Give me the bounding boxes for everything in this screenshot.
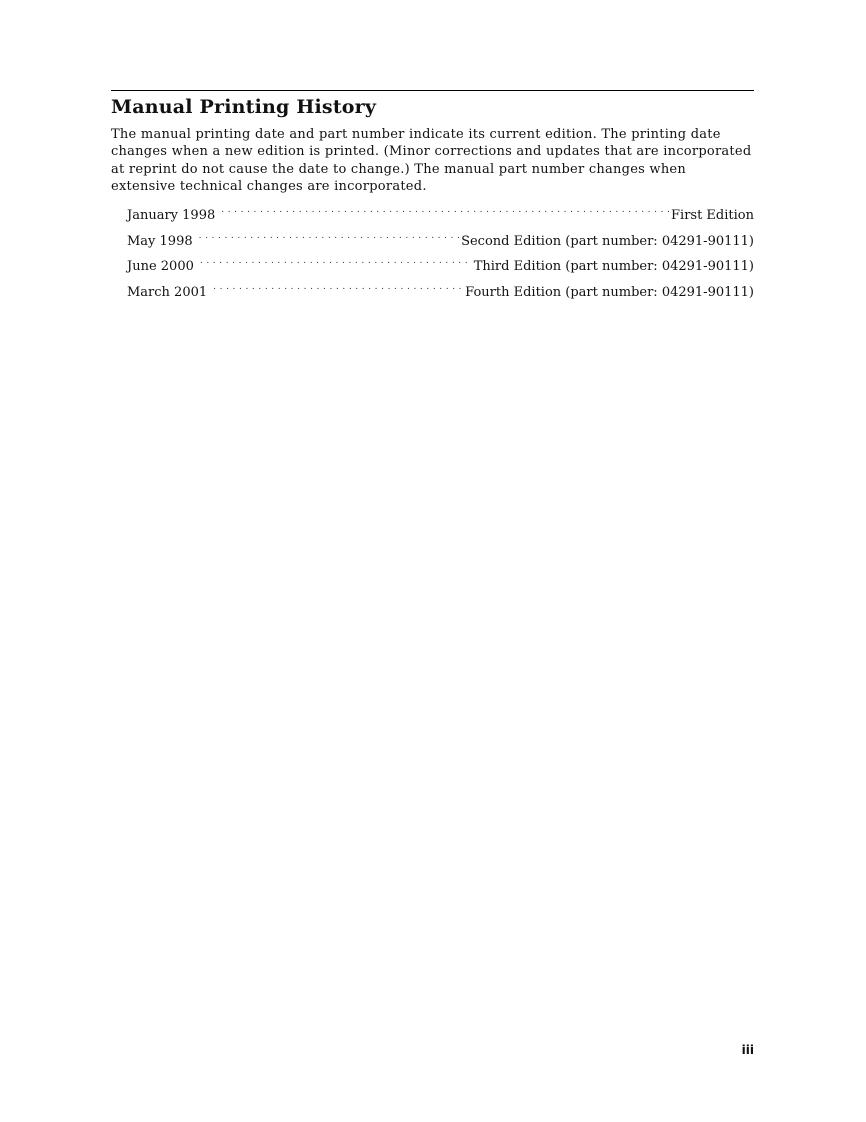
dot-leader [213, 279, 463, 296]
history-edition: Third Edition (part number: 04291-90111) [473, 259, 754, 274]
dot-leader [199, 228, 459, 245]
history-entry [127, 253, 754, 279]
history-date: May 1998 [127, 233, 193, 249]
page-number: iii [741, 1043, 754, 1057]
history-entry [127, 228, 754, 254]
history-edition: Second Edition (part number: 04291-90111) [461, 233, 754, 249]
history-edition: Fourth Edition (part number: 04291-90111) [465, 284, 754, 300]
history-date: March 2001 [127, 284, 208, 300]
history-entry [127, 202, 754, 228]
history-edition: First Edition [671, 208, 754, 223]
page-title: Manual Printing History [111, 96, 377, 118]
dot-leader [221, 202, 669, 219]
printing-history-list [127, 202, 754, 304]
heading-rule [111, 90, 754, 91]
history-date: January 1998 [127, 208, 216, 223]
dot-leader [200, 253, 472, 270]
intro-paragraph: The manual printing date and part number indicate its current edition. The printing date changes when a new edition is printed. (Minor corrections and updates that are incorporated at reprint do not cause the date to change.) The manual part number changes when extensive technical changes are incorporated. [111, 127, 752, 194]
history-entry [127, 279, 754, 305]
history-date: June 2000 [127, 259, 194, 274]
